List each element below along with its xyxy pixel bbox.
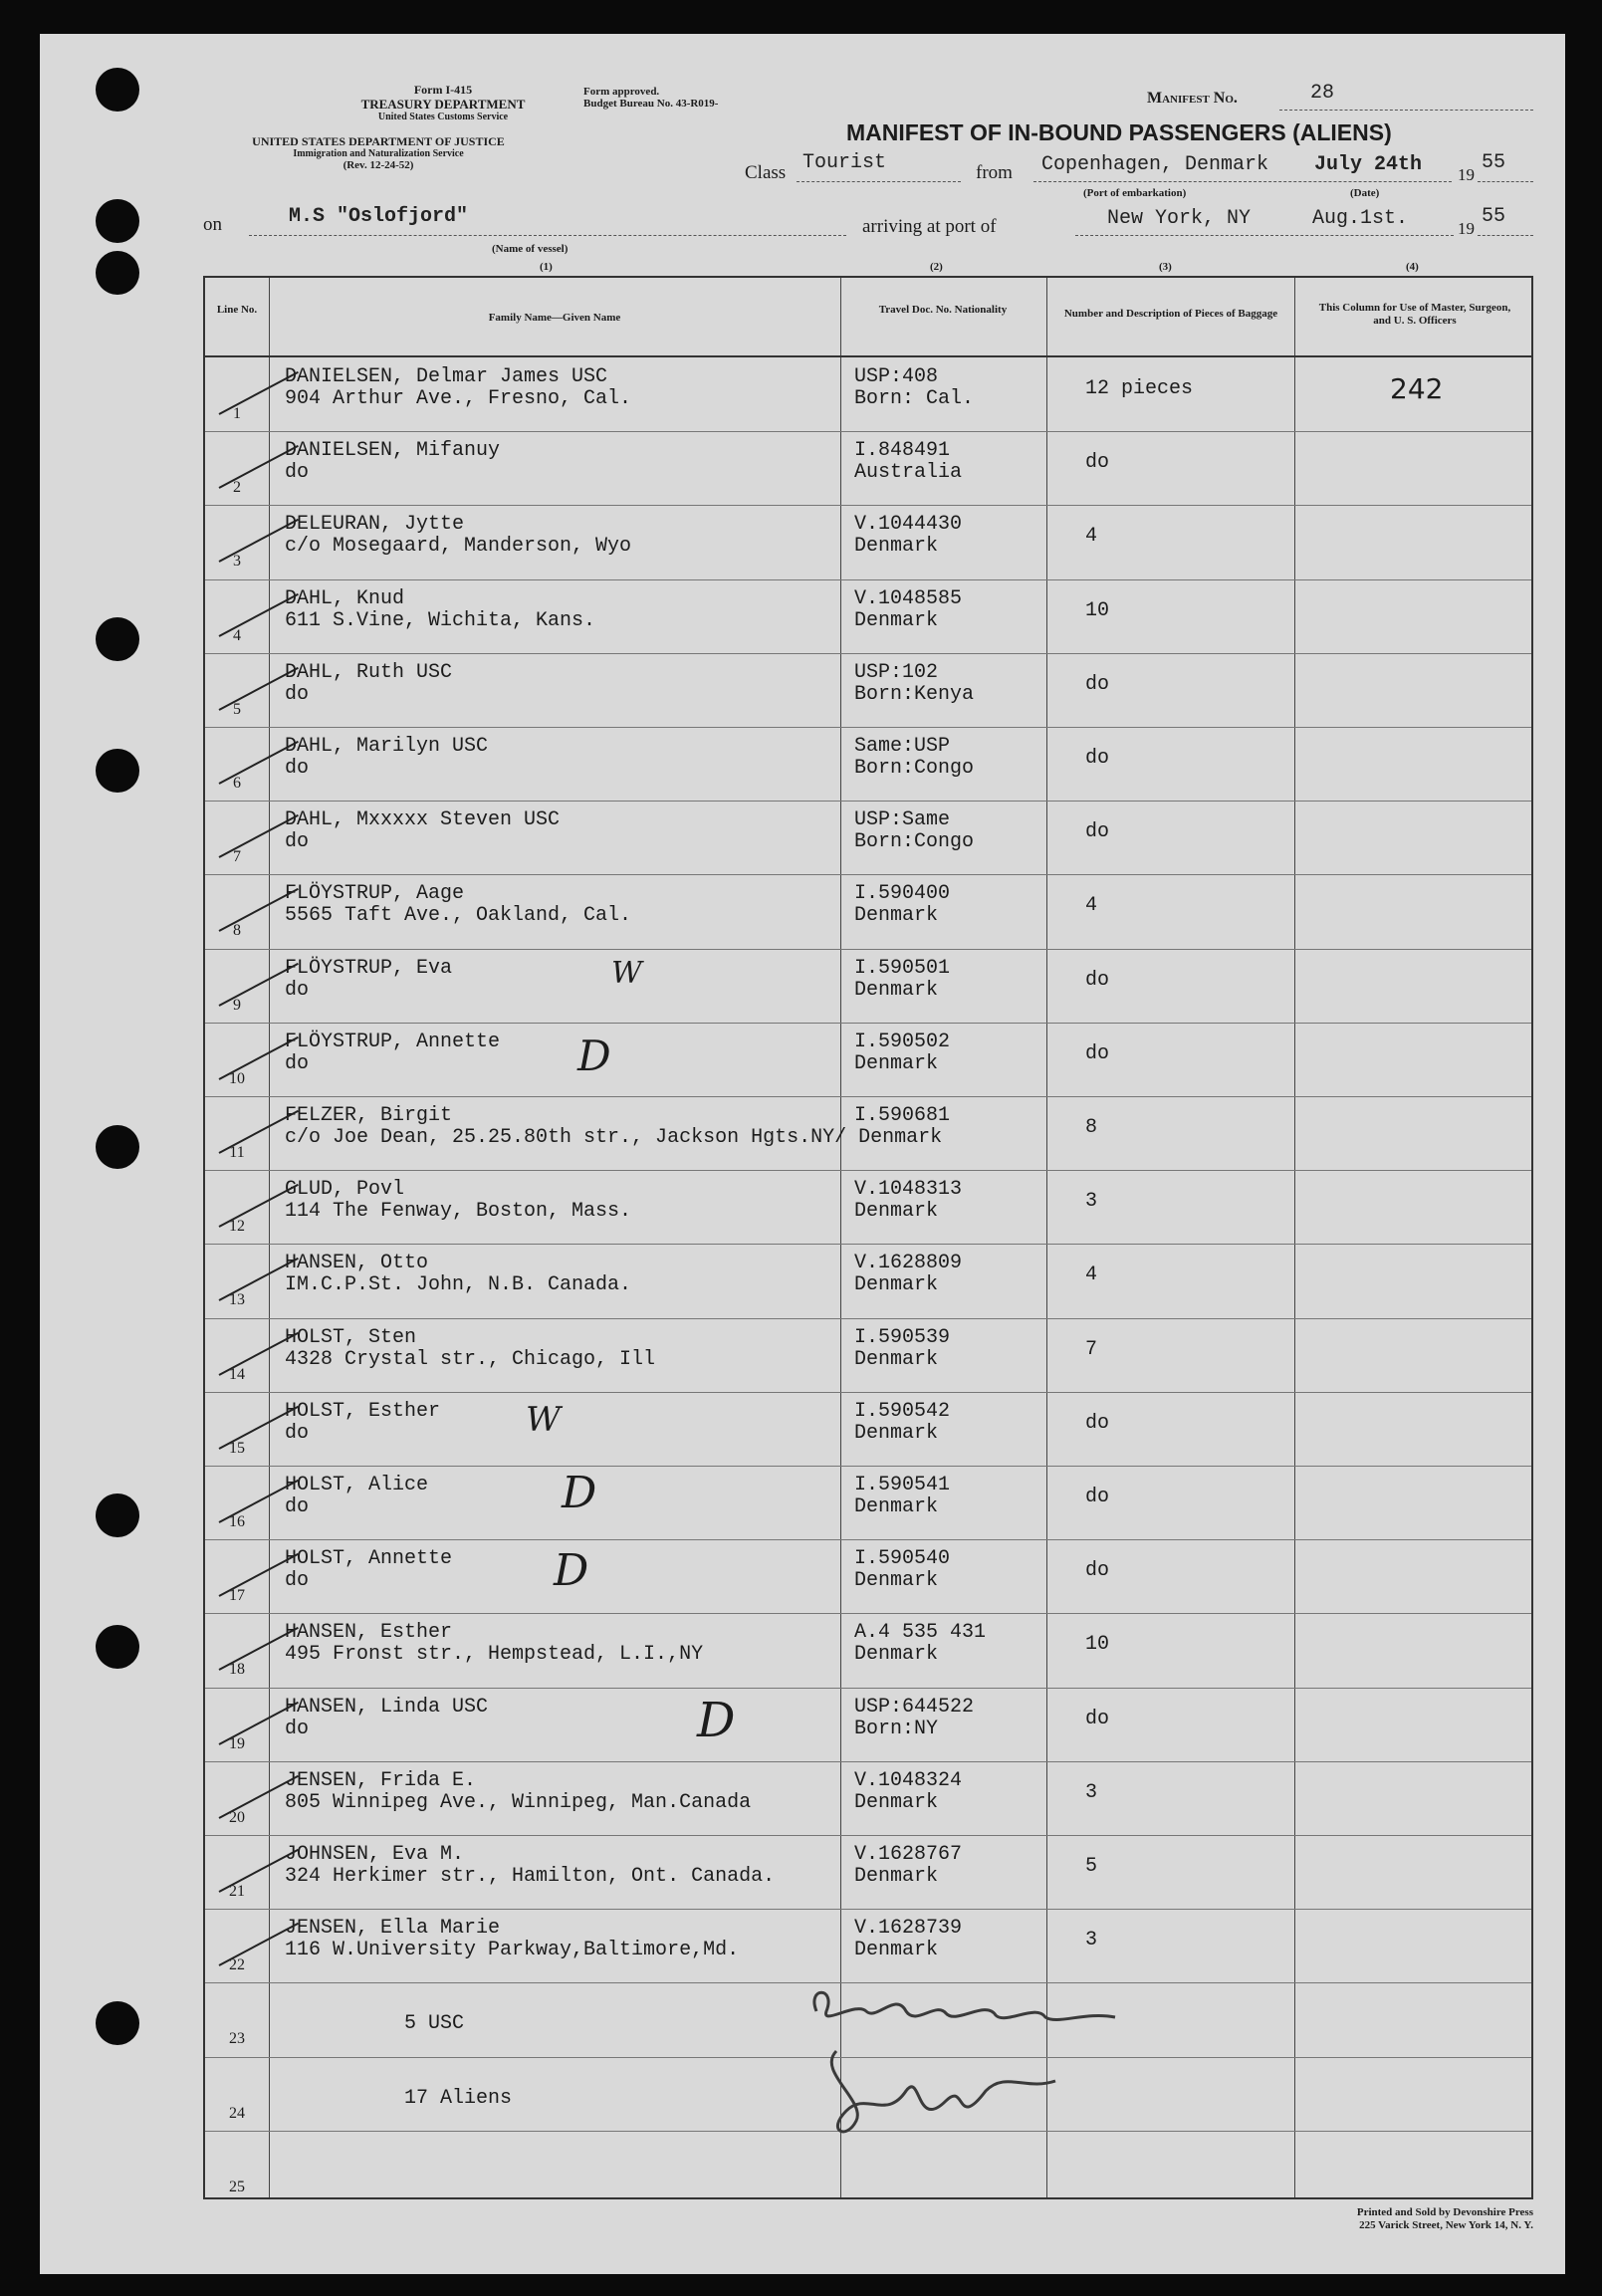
baggage: 3 [1085, 1190, 1098, 1214]
baggage: 12 pieces [1085, 377, 1194, 400]
baggage: do [1085, 1707, 1110, 1730]
nationality: Denmark [854, 1939, 939, 1962]
travel-doc-no: USP:Same [854, 808, 951, 832]
passenger-address: do [285, 757, 310, 780]
line-number: 24 [229, 2104, 245, 2122]
baggage: do [1085, 820, 1110, 844]
revision: (Rev. 12-24-52) [343, 159, 414, 171]
table-row [205, 1170, 1531, 1245]
vessel-line [249, 235, 846, 236]
table-row [205, 505, 1531, 579]
officer-signature [797, 1981, 1135, 2161]
from-value: Copenhagen, Denmark [1041, 153, 1269, 176]
line-number: 21 [229, 1883, 245, 1900]
manifest-no-line [1279, 110, 1533, 111]
line-number: 22 [229, 1956, 245, 1974]
nationality: Denmark [854, 978, 939, 1002]
from-label: from [976, 162, 1013, 183]
table-row [205, 1466, 1531, 1540]
table-row [205, 1909, 1531, 1983]
table-row [205, 801, 1531, 875]
col-num-3: (3) [1159, 261, 1172, 273]
baggage: 4 [1085, 894, 1098, 918]
table-row [205, 1761, 1531, 1836]
nationality: Denmark [854, 1495, 939, 1518]
travel-doc-no: A.4 535 431 [854, 1621, 987, 1645]
passenger-name: FELZER, Birgit [285, 1104, 453, 1127]
travel-doc-no: I.590400 [854, 882, 951, 906]
baggage: 7 [1085, 1337, 1098, 1361]
passenger-name: DANIELSEN, Delmar James USC [285, 365, 608, 388]
passenger-address: IM.C.P.St. John, N.B. Canada. [285, 1273, 632, 1297]
baggage: 8 [1085, 1116, 1098, 1139]
travel-doc-no: V.1628809 [854, 1252, 963, 1275]
nationality: Denmark [854, 1421, 939, 1445]
passenger-address: 114 The Fenway, Boston, Mass. [285, 1200, 632, 1224]
year-prefix-2: 19 [1458, 219, 1475, 238]
col-num-1: (1) [540, 261, 553, 273]
col-num-4: (4) [1406, 261, 1419, 273]
handwritten-mark: D [554, 1545, 589, 1596]
manifest-table [203, 276, 1533, 2199]
travel-doc-no: USP:102 [854, 660, 939, 684]
nationality: Denmark [854, 1347, 939, 1371]
nationality: Denmark [854, 535, 939, 559]
from-line [1033, 181, 1452, 182]
year-value-2: 55 [1482, 205, 1506, 228]
passenger-name: HANSEN, Esther [285, 1621, 453, 1645]
passenger-name: HOLST, Annette [285, 1547, 453, 1571]
table-row [205, 1613, 1531, 1688]
baggage: 10 [1085, 598, 1110, 622]
manifest-number: 28 [1310, 82, 1335, 105]
passenger-name: DAHL, Marilyn USC [285, 735, 489, 758]
travel-doc-no: V.1628767 [854, 1843, 963, 1866]
travel-doc-no: I.590540 [854, 1547, 951, 1571]
passenger-name: DELEURAN, Jytte [285, 513, 465, 537]
arriving-label: arriving at port of [862, 216, 997, 237]
baggage: do [1085, 1411, 1110, 1435]
arrival-line [1075, 235, 1454, 236]
passenger-name: GLUD, Povl [285, 1178, 405, 1202]
passenger-name: JOHNSEN, Eva M. [285, 1843, 465, 1866]
line-number: 16 [229, 1513, 245, 1530]
budget-bureau: Budget Bureau No. 43-R019- [583, 98, 719, 110]
manifest-no-label: Manifest No. [1147, 90, 1238, 107]
arrival-date: Aug.1st. [1312, 207, 1409, 230]
line-number: 4 [233, 626, 241, 644]
table-row [205, 1688, 1531, 1762]
line-number: 10 [229, 1069, 245, 1087]
date-value: July 24th [1314, 153, 1423, 176]
passenger-name: HANSEN, Linda USC [285, 1695, 489, 1719]
table-row [205, 431, 1531, 506]
travel-doc-no: I.590681 [854, 1104, 951, 1127]
passenger-name: JENSEN, Frida E. [285, 1768, 477, 1792]
passenger-name: 5 USC [404, 2012, 465, 2036]
line-number: 2 [233, 479, 241, 497]
handwritten-mark: D [577, 1032, 611, 1080]
passenger-name: DANIELSEN, Mifanuy [285, 439, 501, 463]
class-line [797, 181, 961, 182]
line-number: 11 [229, 1144, 245, 1161]
line-number: 15 [229, 1439, 245, 1457]
passenger-name: HANSEN, Otto [285, 1252, 429, 1275]
col-header-doc: Travel Doc. No. Nationality [878, 304, 1008, 316]
line-number: 12 [229, 1218, 245, 1236]
form-number: Form I-415 [413, 83, 473, 97]
year-prefix: 19 [1458, 165, 1475, 184]
col-header-officers: This Column for Use of Master, Surgeon, and U. S. Officers [1318, 302, 1511, 327]
travel-doc-no: I.590501 [854, 956, 951, 980]
travel-doc-no: V.1048313 [854, 1178, 963, 1202]
baggage: do [1085, 968, 1110, 992]
baggage: do [1085, 672, 1110, 696]
passenger-name: HOLST, Alice [285, 1474, 429, 1496]
passenger-address: do [285, 830, 310, 854]
line-number: 20 [229, 1808, 245, 1826]
baggage: do [1085, 1041, 1110, 1065]
nationality: Denmark [854, 1200, 939, 1224]
passenger-name: FLÖYSTRUP, Annette [285, 1030, 501, 1053]
travel-doc-no: USP:644522 [854, 1695, 975, 1719]
handwritten-mark: W [526, 1400, 561, 1440]
line-number: 18 [229, 1661, 245, 1679]
passenger-address: do [285, 1495, 310, 1518]
vessel-caption: (Name of vessel) [492, 243, 569, 255]
passenger-address: do [285, 461, 310, 485]
passenger-address: do [285, 1569, 310, 1593]
passenger-address: 4328 Crystal str., Chicago, Ill [285, 1347, 656, 1371]
printer-line-1: Printed and Sold by Devonshire Press [1356, 2206, 1533, 2218]
passenger-name: FLÖYSTRUP, Aage [285, 882, 465, 906]
handwritten-mark: D [697, 1693, 736, 1748]
baggage: do [1085, 451, 1110, 475]
baggage: 3 [1085, 1929, 1098, 1952]
nationality: Denmark [854, 1643, 939, 1667]
binder-hole [96, 2001, 139, 2045]
vessel-name: M.S "Oslofjord" [289, 205, 469, 228]
table-row [205, 874, 1531, 949]
nationality: Denmark [854, 1790, 939, 1814]
travel-doc-no: V.1628739 [854, 1917, 963, 1941]
year-value: 55 [1482, 151, 1506, 174]
nationality: Denmark [854, 1051, 939, 1075]
nationality: Born:NY [854, 1717, 939, 1740]
travel-doc-no: I.590542 [854, 1399, 951, 1423]
travel-doc-no: V.1048324 [854, 1768, 963, 1792]
passenger-name: 17 Aliens [404, 2086, 513, 2110]
table-row [205, 357, 1531, 432]
passenger-address: c/o Joe Dean, 25.25.80th str., Jackson Hgts.NY/ Denmark [285, 1126, 943, 1149]
baggage: 4 [1085, 525, 1098, 549]
travel-doc-no: I.590502 [854, 1030, 951, 1053]
nationality: Denmark [854, 1865, 939, 1888]
passenger-name: HOLST, Sten [285, 1325, 417, 1349]
nationality: Born:Kenya [854, 682, 975, 706]
table-row [205, 1023, 1531, 1097]
printer-line-2: 225 Varick Street, New York 14, N. Y. [1359, 2219, 1533, 2231]
class-value: Tourist [802, 151, 887, 174]
table-row [205, 1835, 1531, 1910]
nationality: Denmark [854, 1569, 939, 1593]
customs-service: United States Customs Service [377, 112, 509, 122]
table-row [205, 1539, 1531, 1614]
line-number: 5 [233, 700, 241, 718]
officer-note: 242 [1390, 372, 1444, 405]
line-number: 3 [233, 553, 241, 571]
handwritten-mark: D [562, 1468, 597, 1518]
travel-doc-no: I.590541 [854, 1474, 951, 1496]
table-row [205, 1318, 1531, 1393]
baggage: 10 [1085, 1633, 1110, 1657]
ins-service: Immigration and Naturalization Service [293, 148, 464, 159]
passenger-address: 5565 Taft Ave., Oakland, Cal. [285, 904, 632, 928]
table-row [205, 1244, 1531, 1318]
baggage: do [1085, 747, 1110, 770]
travel-doc-no: USP:408 [854, 365, 939, 388]
year-line-2 [1478, 235, 1533, 236]
baggage: do [1085, 1486, 1110, 1508]
passenger-address: 805 Winnipeg Ave., Winnipeg, Man.Canada [285, 1790, 752, 1814]
passenger-name: DAHL, Mxxxxx Steven USC [285, 808, 561, 832]
year-line [1478, 181, 1533, 182]
travel-doc-no: Same:USP [854, 735, 951, 758]
line-number: 19 [229, 1734, 245, 1752]
class-label: Class [745, 162, 787, 183]
col-header-line: Line No. [216, 304, 258, 316]
nationality: Australia [854, 461, 963, 485]
table-row [205, 579, 1531, 654]
col-header-baggage: Number and Description of Pieces of Baggage [1063, 308, 1278, 320]
line-number: 9 [233, 996, 241, 1014]
binder-hole [96, 199, 139, 243]
baggage: 4 [1085, 1263, 1098, 1287]
passenger-name: FLÖYSTRUP, Eva [285, 956, 453, 980]
passenger-address: do [285, 682, 310, 706]
baggage: 3 [1085, 1780, 1098, 1804]
travel-doc-no: V.1044430 [854, 513, 963, 537]
nationality: Born: Cal. [854, 387, 975, 410]
passenger-name: JENSEN, Ella Marie [285, 1917, 501, 1941]
line-number: 8 [233, 922, 241, 940]
nationality: Denmark [854, 904, 939, 928]
col-num-2: (2) [930, 261, 943, 273]
nationality: Denmark [854, 608, 939, 632]
binder-hole [96, 1625, 139, 1669]
nationality: Born:Congo [854, 830, 975, 854]
nationality: Born:Congo [854, 757, 975, 780]
line-number: 7 [233, 848, 241, 866]
arrival-port: New York, NY [1107, 207, 1252, 230]
binder-hole [96, 617, 139, 661]
table-row [205, 727, 1531, 802]
justice-dept: UNITED STATES DEPARTMENT OF JUSTICE [252, 134, 505, 148]
baggage: do [1085, 1559, 1110, 1583]
line-number: 13 [229, 1291, 245, 1309]
passenger-address: 495 Fronst str., Hempstead, L.I.,NY [285, 1643, 704, 1667]
port-caption: (Port of embarkation) [1083, 187, 1187, 199]
form-approved: Form approved. [583, 86, 660, 98]
travel-doc-no: I.590539 [854, 1325, 951, 1349]
passenger-address: 611 S.Vine, Wichita, Kans. [285, 608, 596, 632]
col-header-name: Family Name—Given Name [488, 312, 621, 324]
passenger-address: do [285, 978, 310, 1002]
passenger-address: c/o Mosegaard, Manderson, Wyo [285, 535, 632, 559]
passenger-name: DAHL, Ruth USC [285, 660, 453, 684]
baggage: 5 [1085, 1855, 1098, 1878]
binder-hole [96, 251, 139, 295]
passenger-address: 904 Arthur Ave., Fresno, Cal. [285, 387, 632, 410]
line-number: 1 [233, 405, 241, 422]
passenger-address: do [285, 1717, 310, 1740]
on-label: on [203, 214, 222, 235]
date-caption: (Date) [1350, 187, 1380, 199]
line-number: 14 [229, 1365, 245, 1383]
line-number: 17 [229, 1587, 245, 1605]
line-number: 23 [229, 2030, 245, 2048]
passenger-address: 116 W.University Parkway,Baltimore,Md. [285, 1939, 740, 1962]
passenger-address: do [285, 1051, 310, 1075]
travel-doc-no: I.848491 [854, 439, 951, 463]
travel-doc-no: V.1048585 [854, 586, 963, 610]
handwritten-mark: W [611, 956, 642, 991]
line-number: 25 [229, 2178, 245, 2195]
passenger-name: DAHL, Knud [285, 586, 405, 610]
binder-hole [96, 1125, 139, 1169]
table-row [205, 949, 1531, 1024]
treasury-dept: TREASURY DEPARTMENT [360, 97, 526, 112]
table-row [205, 653, 1531, 728]
table-row [205, 1392, 1531, 1467]
nationality: Denmark [854, 1273, 939, 1297]
binder-hole [96, 749, 139, 793]
table-row [205, 1096, 1531, 1171]
line-number: 6 [233, 775, 241, 792]
binder-hole [96, 68, 139, 112]
binder-hole [96, 1493, 139, 1537]
passenger-address: do [285, 1421, 310, 1445]
passenger-address: 324 Herkimer str., Hamilton, Ont. Canada. [285, 1865, 776, 1888]
passenger-name: HOLST, Esther [285, 1399, 441, 1423]
page-title: MANIFEST OF IN-BOUND PASSENGERS (ALIENS) [846, 119, 1392, 145]
